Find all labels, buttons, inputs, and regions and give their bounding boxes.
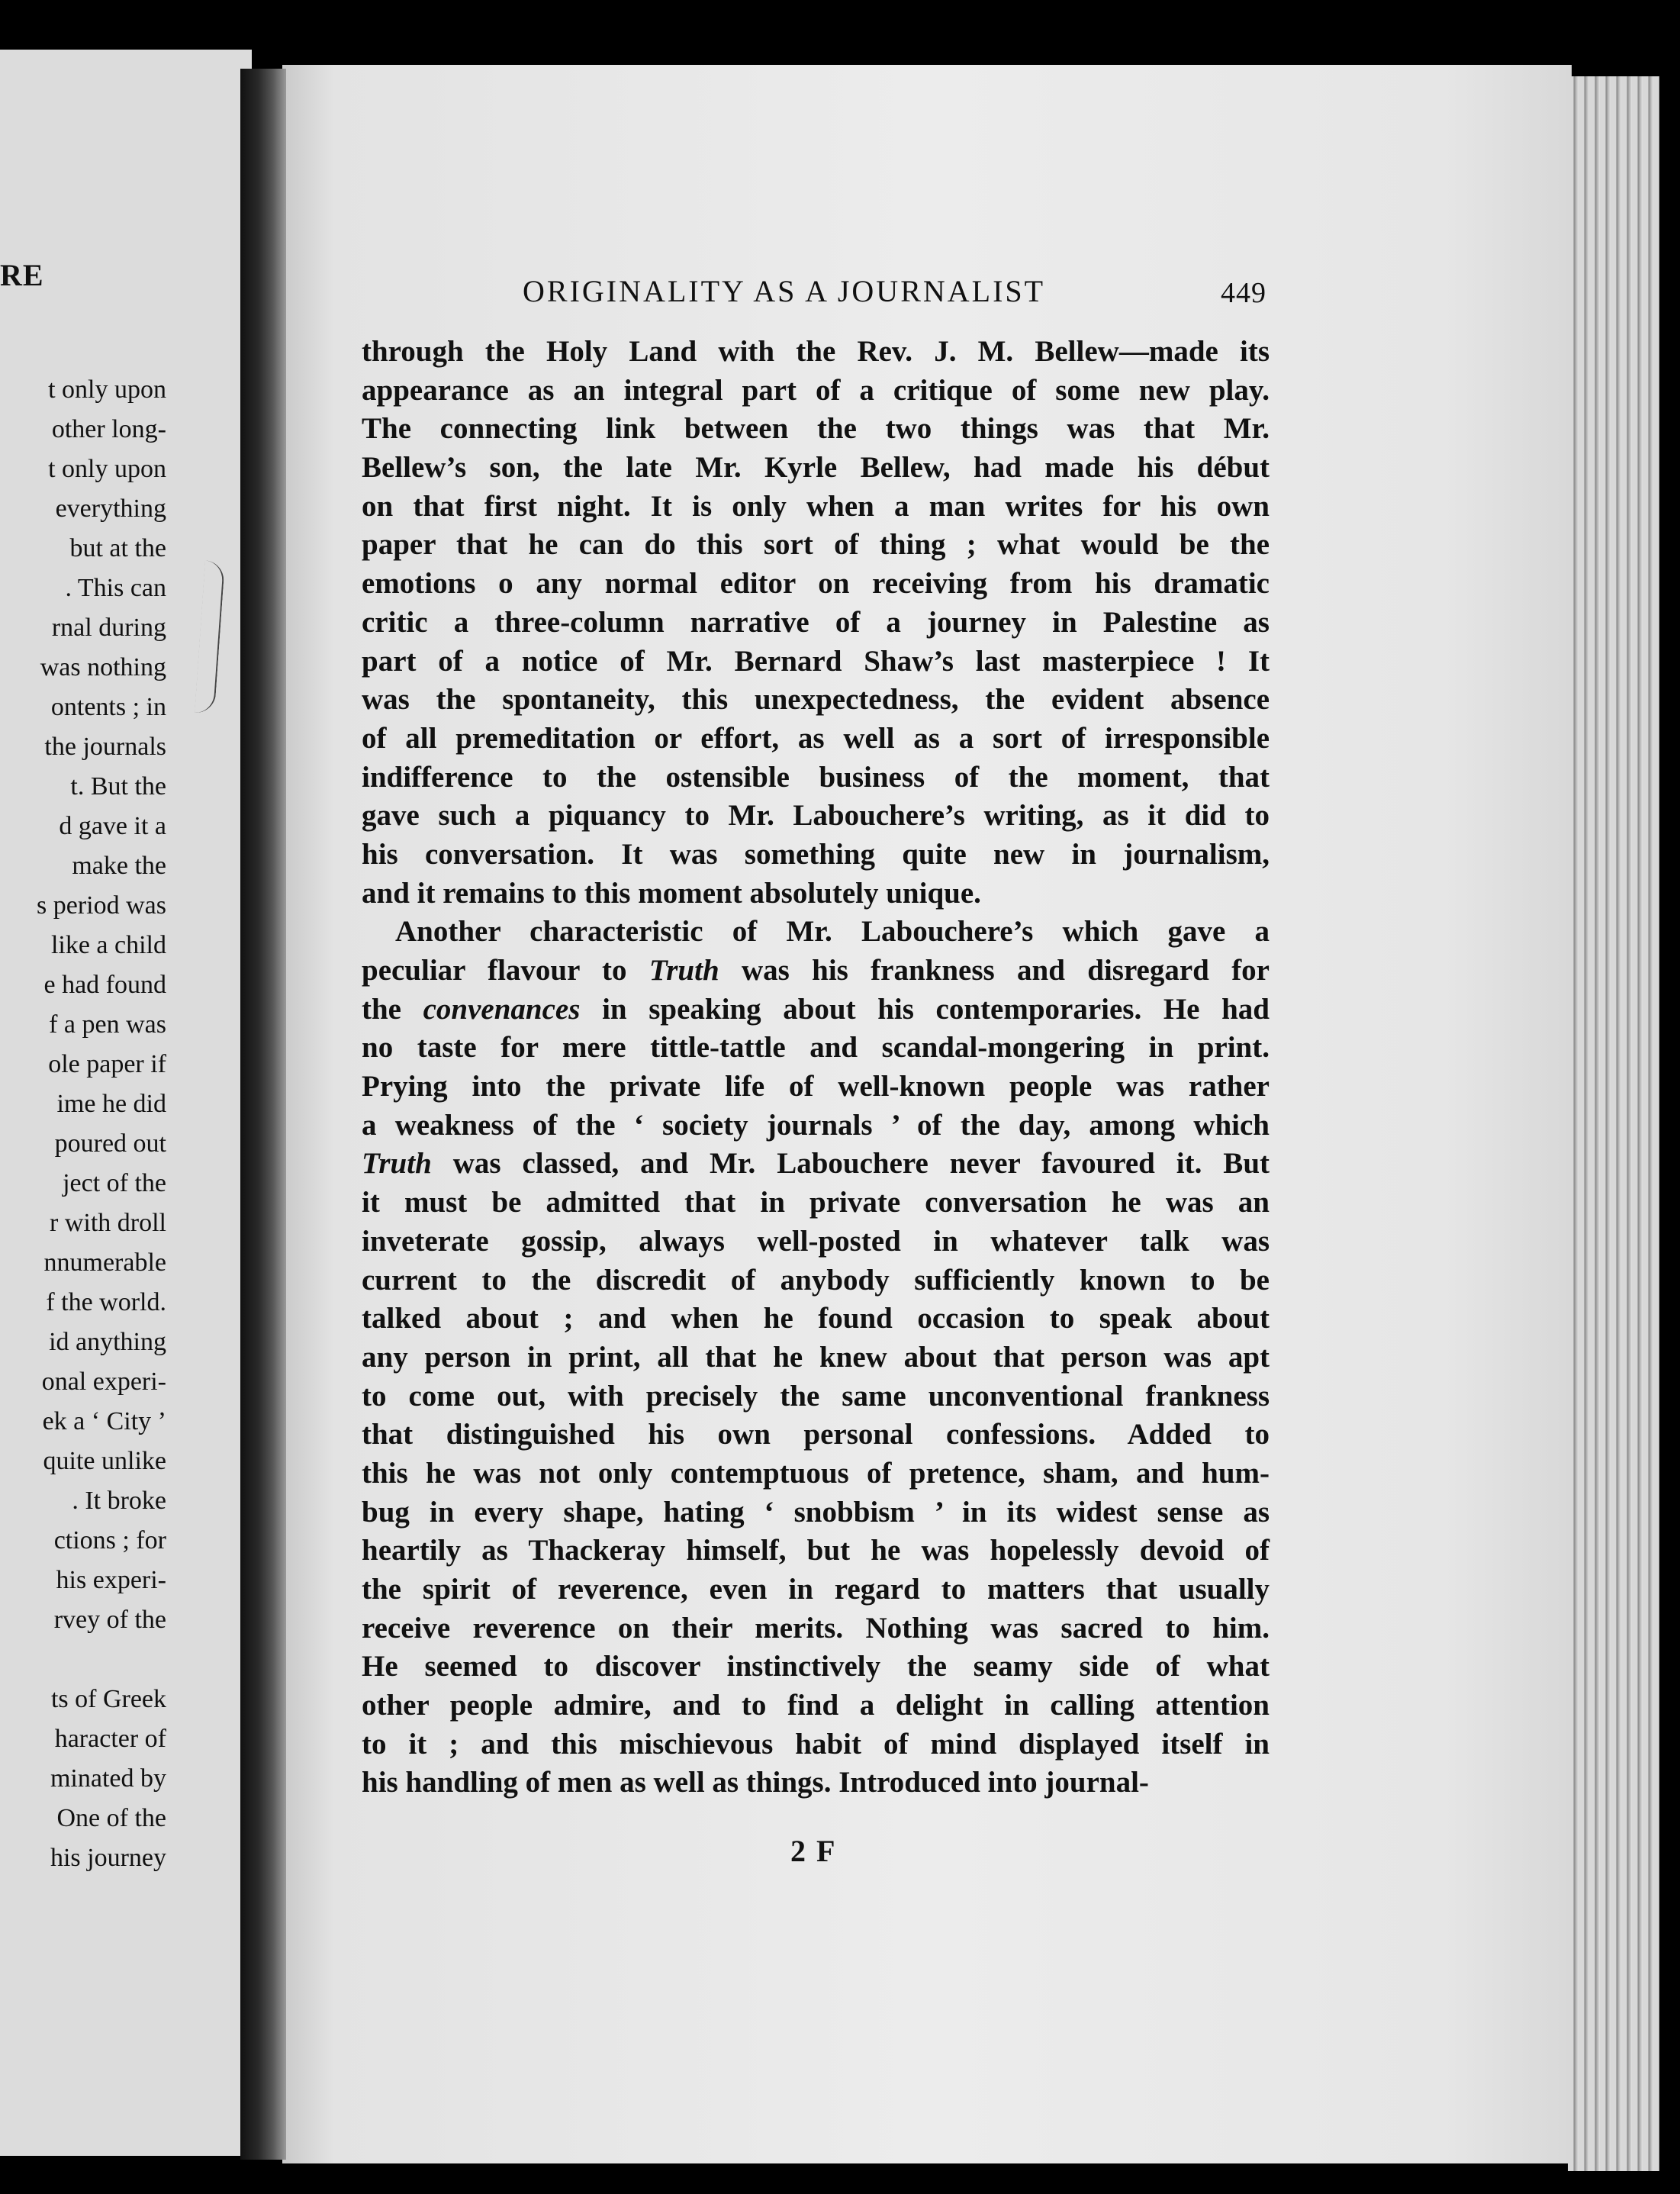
left-page-blank-line	[0, 1640, 166, 1680]
left-page-line: id anything	[49, 1328, 166, 1356]
body-line: was the spontaneity, this unexpectedness, the evident absence	[362, 683, 1270, 717]
left-running-head-fragment: RE	[0, 258, 44, 292]
body-line: The connecting link between the two things was that Mr.	[362, 412, 1270, 446]
body-line: Bellew’s son, the late Mr. Kyrle Bellew, had made his début	[362, 451, 1270, 485]
body-line: to come out, with precisely the same unconventional frankness	[362, 1379, 1270, 1413]
left-page-line: f the world.	[46, 1288, 166, 1316]
left-facing-page	[0, 50, 252, 2156]
left-page-line: ts of Greek	[50, 1685, 166, 1713]
body-line: to it ; and this mischievous habit of mind displayed itself in	[362, 1727, 1270, 1761]
body-line: Prying into the private life of well-known people was rather	[362, 1070, 1270, 1103]
body-line: peculiar flavour to Truth was his frankness and disregard for	[362, 954, 1270, 987]
body-line: any person in print, all that he knew about that person was apt	[362, 1340, 1270, 1374]
left-page-line: make the	[72, 852, 166, 880]
body-line: emotions o any normal editor on receiving from his dramatic	[362, 567, 1270, 601]
left-page-text	[0, 370, 166, 1878]
running-head: ORIGINALITY AS A JOURNALIST	[523, 274, 1046, 308]
left-page-line: t. But the	[70, 772, 166, 801]
body-line: and it remains to this moment absolutely unique.	[362, 876, 981, 910]
left-page-line: ime he did	[56, 1090, 166, 1118]
body-line: through the Holy Land with the Rev. J. M. Bellew—made its	[362, 335, 1270, 368]
body-line: the spirit of reverence, even in regard to matters that usually	[362, 1573, 1270, 1606]
left-page-line: t only upon	[48, 455, 166, 483]
left-page-line: the journals	[44, 733, 166, 761]
body-line: Truth was classed, and Mr. Labouchere never favoured it. But	[362, 1147, 1270, 1181]
body-line: his conversation. It was something quite new in journalism,	[362, 837, 1270, 871]
left-page-line: quite unlike	[43, 1447, 166, 1475]
body-line: current to the discredit of anybody sufficiently known to be	[362, 1263, 1270, 1297]
body-line: critic a three-column narrative of a journey in Palestine as	[362, 605, 1270, 639]
left-page-line: was nothing	[40, 653, 166, 681]
left-page-line: ole paper if	[48, 1050, 166, 1078]
page-edges	[1568, 76, 1659, 2171]
body-line: gave such a piquancy to Mr. Labouchere’s writing, as it did to	[362, 799, 1270, 833]
left-page-line: ek a ‘ City ’	[42, 1407, 166, 1435]
body-line: inveterate gossip, always well-posted in whatever talk was	[362, 1224, 1270, 1258]
left-page-line: rnal during	[51, 614, 166, 642]
body-line: of all premeditation or effort, as well as a sort of irresponsible	[362, 721, 1270, 755]
left-page-line: everything	[55, 495, 166, 523]
body-line: appearance as an integral part of a critique of some new play.	[362, 373, 1270, 407]
body-line: a weakness of the ‘ society journals ’ of the day, among which	[362, 1108, 1270, 1142]
left-page-line: poured out	[54, 1129, 166, 1158]
body-text	[362, 333, 1270, 1803]
left-page-line: haracter of	[54, 1725, 166, 1753]
left-page-line: onal experi-	[41, 1368, 166, 1396]
pencil-bracket-mark	[195, 560, 225, 714]
left-page-line: d gave it a	[59, 812, 166, 840]
signature-mark: 2 F	[790, 1834, 837, 1868]
body-line: indifference to the ostensible business of the moment, that	[362, 760, 1270, 794]
left-page-line: his journey	[50, 1844, 166, 1872]
body-line: that distinguished his own personal confessions. Added to	[362, 1418, 1270, 1451]
book-gutter	[240, 69, 286, 2160]
left-page-line: One of the	[56, 1804, 166, 1832]
left-page-line: his experi-	[56, 1566, 166, 1594]
left-page-line: ctions ; for	[53, 1526, 166, 1554]
left-page-line: ontents ; in	[50, 693, 166, 721]
body-line: his handling of men as well as things. Introduced into journal-	[362, 1766, 1149, 1799]
body-line: He seemed to discover instinctively the seamy side of what	[362, 1650, 1270, 1683]
left-page-line: but at the	[69, 534, 166, 562]
left-page-line: . It broke	[72, 1487, 166, 1515]
left-page-line: other long-	[51, 415, 166, 443]
body-line: paper that he can do this sort of thing ; what would be the	[362, 528, 1270, 562]
body-line: part of a notice of Mr. Bernard Shaw’s last masterpiece ! It	[362, 644, 1270, 678]
body-line: on that first night. It is only when a man writes for his own	[362, 489, 1270, 523]
body-line: Another characteristic of Mr. Labouchere’s which gave a	[395, 915, 1270, 949]
left-page-line: minated by	[50, 1764, 166, 1793]
body-line: heartily as Thackeray himself, but he was hopelessly devoid of	[362, 1534, 1270, 1567]
body-line: talked about ; and when he found occasion to speak about	[362, 1302, 1270, 1335]
body-line: no taste for mere tittle-tattle and scandal-mongering in print.	[362, 1031, 1270, 1065]
body-line: receive reverence on their merits. Nothing was sacred to him.	[362, 1611, 1270, 1645]
left-page-line: like a child	[50, 931, 166, 959]
left-page-line: s period was	[37, 891, 166, 920]
left-page-line: e had found	[43, 971, 166, 999]
body-line: bug in every shape, hating ‘ snobbism ’ in its widest sense as	[362, 1495, 1270, 1529]
left-page-line: rvey of the	[53, 1606, 166, 1634]
body-line: this he was not only contemptuous of pretence, sham, and hum-	[362, 1456, 1270, 1490]
left-page-line: ject of the	[63, 1169, 166, 1197]
body-line: other people admire, and to find a delight in calling attention	[362, 1689, 1270, 1722]
left-page-line: t only upon	[48, 375, 166, 404]
left-page-line: r with droll	[50, 1209, 166, 1237]
body-line: it must be admitted that in private conversation he was an	[362, 1186, 1270, 1219]
body-line: the convenances in speaking about his contemporaries. He had	[362, 992, 1270, 1026]
page-number: 449	[1221, 277, 1266, 309]
left-page-line: nnumerable	[43, 1248, 166, 1277]
left-page-line: f a pen was	[49, 1010, 166, 1039]
left-page-line: . This can	[65, 574, 166, 602]
